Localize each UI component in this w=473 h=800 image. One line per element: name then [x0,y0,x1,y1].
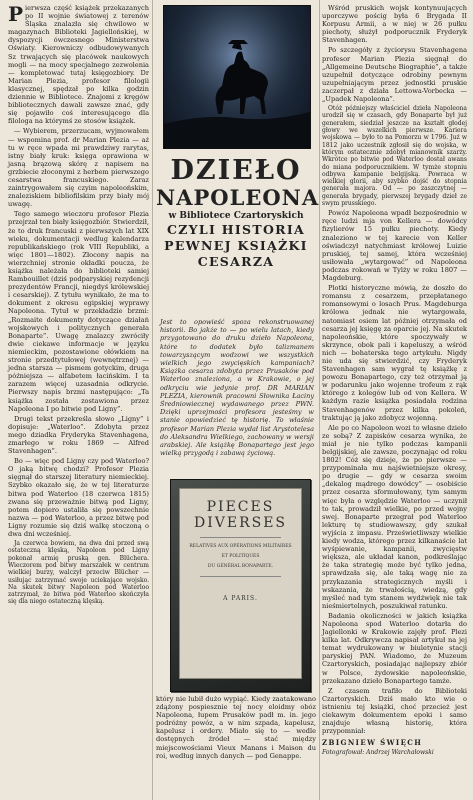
book-cover-photo [170,479,311,692]
article-paragraph: Po szczegóły z życiorysu Stavenhagena profesor Marian Plezia sięgnął do „Allgemeine Deutsche Biographie”, a także uzupełnił dotyczące odrobiny pewnym uzupełniającym przez jednostki pruskie zaczerpał z działa Lettowa-Vorbecka — „Upadek Napoleona”. [322,46,467,104]
book-title-line-2: DIVERSES [193,515,288,531]
headline-line-1: DZIEŁO [170,155,302,186]
article-paragraph: Plotki historyczne mówią, że doszło do romansu z cesarzem, przepłatanego romansowymi o losach Prus. Magdeburga królowa jednak nie wytargowała, natomiast osiem lat później otrzymała od cesarza jej księgę za oparcie jej. Na skutek napoleońskie, które spoczywały w skrzynce, obok pali i kapeluszy, a wśród nich — bohaterska tego artykułu. Nigdy nie uda się stwierdzić, czy Fryderyk Stavenhagen sam wygrał tę książkę z powozu Bonapartego, czy też otrzymał ją w podarunku jako wojenne trofeum z rąk którego z kolegów lub od von Kellera. W każdym razie książka posiadała rodzina Stavenhagenów przez kilka pokoleń, traktując ją jako zdobycz wojenną. [322,284,467,422]
headline-line-6: CESARZA [197,254,275,269]
article-headline [156,155,320,270]
photo-credit: Fotografował: Andrzej Warchałowski [322,749,434,757]
book-rule [200,537,281,538]
article-paragraph: Ale po co Napoleon wozi to własne dzieło ze sobą? Z zapisków cesarza wynika, że miał je nie tylko podczas kampanii belgijskiej, ale zawsze, poczynając od roku 1802! Cóż się dzieje, że po pierwsze — przypominała mu najświetniejsze okresy, po drugie — gdy w cesarza swoim „dekalog mądrego dowódcy” — osobiście przez cesarza sformułowany, tym samym więc była o względzie Waterloo — uczynił to tak, prowadził wielkie, po przed wojny swej. Bonaparte przegrał pod Waterloo lekturę tę studiowawszy, gdy szukał wyjścia z impasu. Prześwietliwszy wielkie kiedy wodza, którego przez kilkanaście lat wyśpiewanie, kampanii, zwycięstw większa, ale układał kanon, podkreślając że taka strategię może być tylko jedna, sprawdzała się, ale taką wagę nie za przykazania strategicznych myśli i wskazania, że trwałością, wiedzą, gdy myśleć nad tym stanem wydźwięk nie tak nieśmiertelnych, poszukiwał ratunku. [322,423,467,610]
article-lead: Jest to opowieść spoza rekonstruowanej historii. Bo jakże to — po wielu latach, kiedy przygotowano do druku dzieło Napoleona, które to dodatek było talizmanem towarzyszącym wodzowi we wszystkich wielkich jego zwycięskich kampaniach? Książka cesarza zdobyta przez Prusaków pod Waterloo znaleziona, a w Krakowie, o jej odkryciu wie jedynie prof. DR MARIAN PLEZIA, kierownik pracowni Słownika Łaciny Średniowiecznej wydawanego przez PWN. Dzięki uprzejmości profesora jesteśmy w stanie opowiedzieć tę historię. To właśnie profesor Marian Plezia wydał list Arystotelesa do Aleksandra Wielkiego, zachowany w wersji arabskiej. Ale książkę Bonapartego jest jego wielką przygodą i zabawą życiową. [160,318,314,458]
article-paragraph-small: Otóż późniejszy właściciel dzieła Napoleona urodził się w czasach, gdy Bonaparte był już generałem, siedział jeszcze na kształt głodej głowy we wszelkich pierwsze. Kariera wojskowa — było to na Pomorzu w 1796. Już w 1812 jako uczestnik zgłosił się do wojska, w którym ostatecznie zdobył mianownik szarży. Wkrótce po bitwie pod Waterloo dostał awans do miana podporucznikiem. W tymże stopniu odbywa kampanie belgijską. Powraca w wielkiej glorii, aby szybko dojść do stopnia generała majora. Od — po zaszczytnej — generała brygady, pierwszej brygady dzieł ze swym prusskiego. [322,105,467,207]
article-paragraph: Tego samego wieczoru profesor Plezia przejrzał ten biały księgozbiór. Stwierdził, że to druk francuski z pierwszych lat XIX wieku, dokumentacji wedlug kalendarza republikańskiego (rok VIII Republiki, a więc 1801—1802). Złocony napis na wierzchniej stronie okładki poucza, że książka należała do biblioteki samiej Rambouillet (dziś podparyskiej rezydencji prezydentów Francji, niegdyś królewskiej i cesarskiej). Z tytułu wynikało, że ma to dokument z okresu egipskiej wyprawy Napoleona. Tytuł w przekładzie brzmi: „Rozmaite dokumenty dotyczące działań wojskowych i politycznych generała Bonaparte”. Uwagę znalazcy zwróciły dwie ciekawe informacje w języku niemieckim, pozostawione ołówkiem na stronie przedtytułowej (wewnętrznej) — jedna starsza — pismem gotyckim, druga późniejsza — alfabetem łacińskim. I ta zarazem więcej uzasadnia odkrycie. Pierwszy napis brzmi następująco: „Ta książka została zostawiona przez Napoleona I po bitwie pod Ligny”. [8,210,149,413]
napoleon-rider-photo [163,5,311,149]
book-subtitle-1: RELATIVES AUX OPÉRATIONS MILITAIRES [189,544,292,549]
headline-line-3: w Bibliotece Czartoryskich [168,211,304,221]
column-rule-left [152,0,153,800]
book-place: A PARIS. [223,595,258,602]
article-paragraph: Drugi tekst przekreśla słowo „Ligny” i dopisuje: „Waterloo”. Zdobyta przez mego dziadka Fryderyka Stavenhagena, zmarłego w roku 1869 — Alfred Stavenhagen”. [8,414,149,456]
headline-line-5: PEWNEJ KSIĄŻKI [164,238,308,253]
headline-line-2: NAPOLEONA [156,185,320,210]
headline-line-4: CZYLI HISTORIA [167,222,305,237]
column-rule-right [319,0,320,800]
book-title-page [179,488,302,679]
article-paragraph: ierwsza część książek przekazanych po II wojnie światowej z terenów Śląska znalazła się chwilowo w magazynach Biblioteki Jagiellońskiej, w dyspozycji ówczesnego Ministerstwa Oświaty. Kierowniczy odbudowywanych Sz trwających się placówek naukowych mogli — na mocy specjalnego zezwolenia — kompletować tutaj księgozbiory. Dr Marian Plezia, profesor filologii klasycznej, spędzał po kilka godzin dziennie w Bibliotece. Znajomi z kręgów bibliotecznych dawali zawsze znać, gdy się pojawiło coś interesującego dla filologa na którymś ze stosów książek. [8,4,149,126]
book-subtitle-2: ET POLITIQUES [221,554,260,559]
article-paragraph-small: Ja czerwca bowiem, na dwa dni przed swą ostateczną klęską, Napoleon pod Ligny pokonał armię pruską gen. Blüchera. Wieczorem pod bitwy marszałek w centrum wielkiej burzy, walczył przeciw Blücher — usiłując zatrzymać swoje uciekające wojsko. Na skutek bitwy Napoleon pod Waterloo zatrzymał, że bitwa pod Waterloo skończyła się dla niego ostateczną klęską. [8,540,149,606]
author-signature: ZBIGNIEW ŚWIĘCH [322,738,423,748]
article-paragraph: Wśród pruskich wojsk kontynuujących uporczywe pościg była 6 Brygada II Korpusu Armii, a w niej w 26 pułku piechoty, służył podporucznik Fryderyk Stavenhagen. [322,4,467,45]
book-title-line-1: PIECES [206,499,275,515]
left-column [8,4,149,608]
book-rule [200,576,281,577]
right-column [322,4,467,757]
article-paragraph: — Wybierem, przerzucam, wyjmowałem — wspomina prof. dr Marian Plezia — aż tu w ręce wpada mi prawdziwy rarytas, istny biały kruk: księga oprawiona w jasną brązową skórę z napisem na grzbiecie złoconymi z herbem pierwszego cesarstwa francuskiego. Zaraz zaintrygowałem się czyim napoleońskim, znaleziskiem bibliofilskim przy biały mój uwagę. [8,127,149,209]
article-paragraph: Badania okoliczności w jakich książka Napoleona spod Waterloo dotarła do Jagiellonki w Krakowie zajęły prof. Plezi kilka lat. Odkrywcza napisał artykuł na jej temat wydrukowany w biuletynie stacji paryskiej PAN. Wiadomo, że Muzeum Czartoryskich, posiadając najlepszy zbiór w Polsce, żydowskie napoleońskie, przekazano dzieło Bonapartego tamże. [322,611,467,685]
article-paragraph: Powóz Napoleona wpadł bezpośrednio w ręce ludzi mja von Kellera — dowódcy fizylierów 15 pułku piechoty. Kiedy znaleziono w tej karecie von Keller oświadczył natychmiast królowej Luizie pruskiej, tej samej, która wcześniej usiłowała „wytargować” od Napoleona podczas rokowań w Tylży w roku 1807 — Magdeburg. [322,209,467,283]
article-paragraph: Bo — więc pod Ligny czy pod Waterloo? O jaką bitwę chodzi? Profesor Plezia sięgnął do starszej literatury niemieckiej. Szybko okazało się, że w tej literaturze bitwa pod Waterloo (18 czerwca 1815) zwana się przeważnie bitwą pod Ligny, potem dopiero ustaliła się powszechnie nazwa — pod Waterloo, a przez bitwę pod Ligny rozumie się dziś walkę stoczoną o dwa dni wcześniej. [8,457,149,538]
horse-rider-silhouette-icon [164,6,310,148]
book-subtitle-3: DU GÉNÉRAL BONAPARTE. [207,564,274,569]
drop-cap: P [8,2,24,26]
middle-column-text: który nie lubił dużo wypiąć. Kiedy zaatakowano zdążony pospiesznie tej nocy eloidmy obóz Napoleona, łupem Prusaków padł m. in. jego podróżny powóz, a w nim szpada, kapelusz, kapelusz i ordery. Miało się to — wedle dostępnych źródeł — stać między miejscowościami Vieux Manans i Maison du roi, według innych danych — pod Genappe. [156,695,316,760]
article-paragraph: Z czasem trafiło do Biblioteki Czartoryskich. Dziś mało kto wie o istnieniu tej książki, choć przecież jest ciekawym dokumentem epoki i samo znajduje własną historię, która przypomniał: [322,686,467,736]
